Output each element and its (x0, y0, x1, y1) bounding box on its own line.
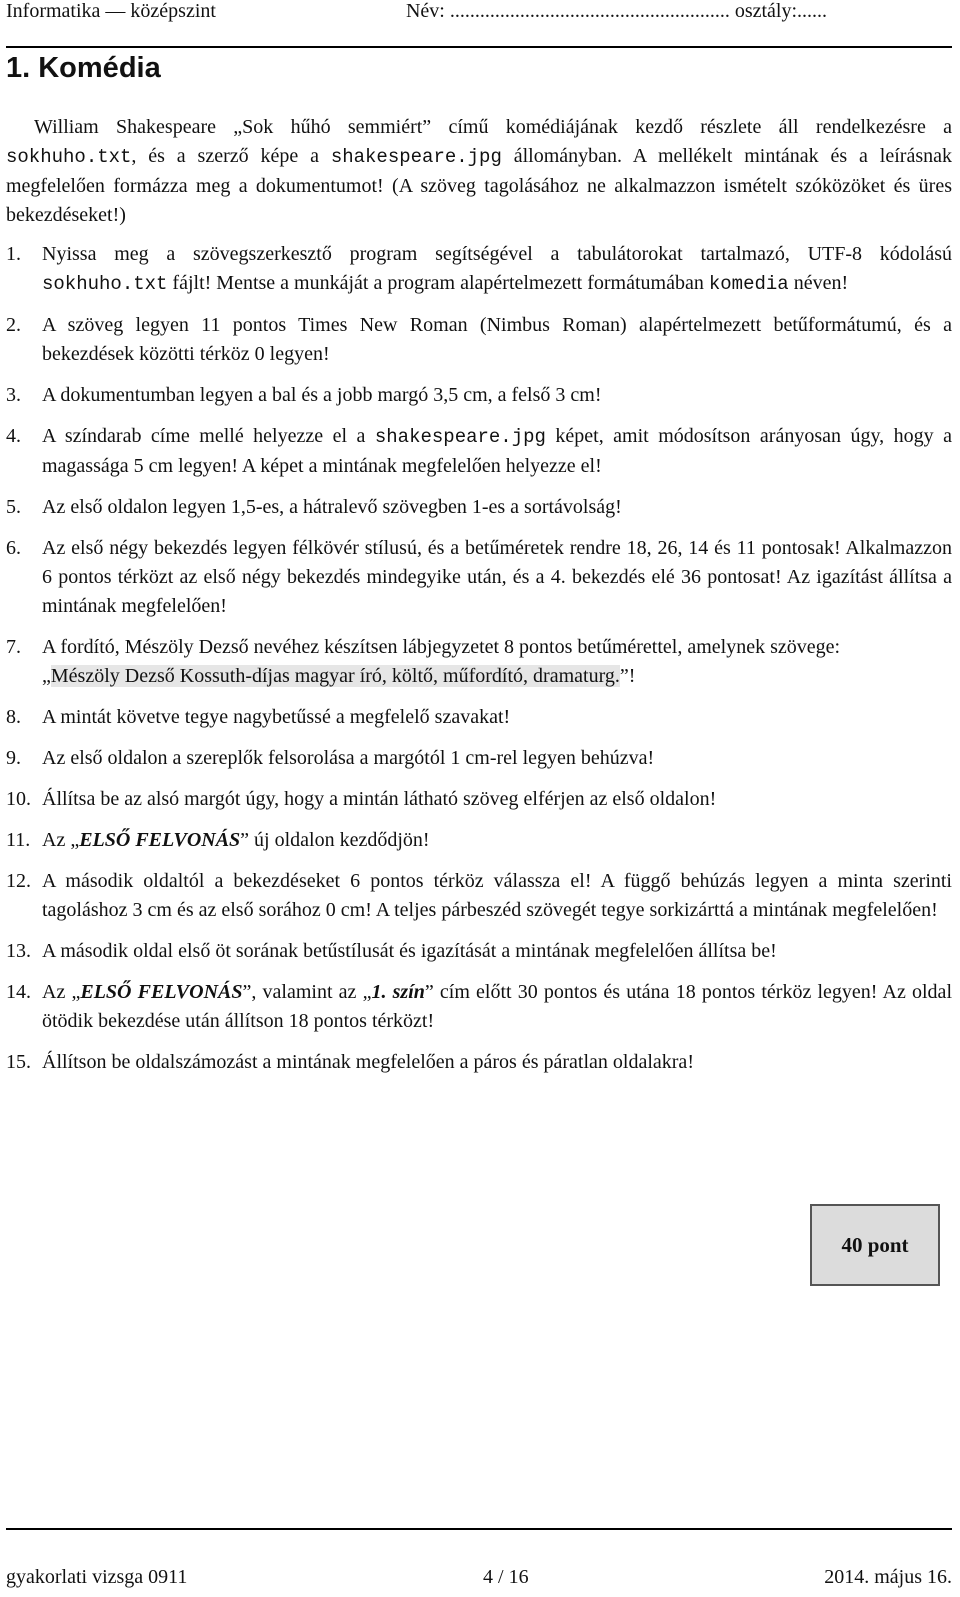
task-number: 12. (6, 870, 31, 892)
task-text (42, 826, 952, 855)
task-number: 10. (6, 788, 31, 810)
task-item (6, 311, 952, 369)
task-text (42, 633, 952, 691)
task-item (6, 826, 952, 855)
task-text: Az első oldalon legyen 1,5-es, a hátralevő szövegben 1-es a sortávolság! (42, 496, 622, 518)
task-text-part: fájlt! Mentse a munkáját a program alapértelmezett formátumában (167, 272, 709, 294)
task-item (6, 703, 952, 732)
emphasis: 1. szín (371, 981, 425, 1003)
task-item (6, 534, 952, 621)
task-item (6, 493, 952, 522)
page-footer (6, 1566, 952, 1589)
task-text (42, 422, 952, 481)
task-number: 1. (6, 243, 21, 265)
task-item (6, 422, 952, 481)
task-number: 2. (6, 314, 21, 336)
task-list (6, 240, 952, 1089)
task-text-part: Nyissa meg a szövegszerkesztő program segítségével a tabulátorokat tartalmazó, UTF-8 kódolású (42, 243, 952, 265)
task-text: Az első oldalon a szereplők felsorolása a margótól 1 cm-rel legyen behúzva! (42, 747, 655, 769)
task-text: Állítsa be az alsó margót úgy, hogy a mintán látható szöveg elférjen az első oldalon! (42, 788, 717, 810)
task-number: 9. (6, 747, 21, 769)
task-number: 4. (6, 425, 21, 447)
task-text-part: A színdarab címe mellé helyezze el a (42, 425, 375, 447)
footer-page-number: 4 / 16 (483, 1566, 529, 1588)
intro-text: , és a szerző képe a (131, 145, 331, 167)
task-number: 5. (6, 496, 21, 518)
task-number: 8. (6, 706, 21, 728)
filename: sokhuho.txt (42, 273, 168, 295)
quote-mark: ”! (619, 665, 636, 687)
task-text-part: ”, valamint az „ (242, 981, 372, 1003)
task-number: 3. (6, 384, 21, 406)
intro-text: állományban. A mellékelt mintának és a leírásnak megfelelően formázza meg a dokumentumot! (A szöveg tagolásához ne alkalmazzon ismételt szóközöket és üres bekezdéseket!) (6, 145, 952, 226)
task-text: Állítson be oldalszámozást a mintának megfelelően a páros és páratlan oldalakra! (42, 1051, 694, 1073)
task-item (6, 240, 952, 299)
page-title: 1. Komédia (6, 52, 161, 84)
header-name-field: Név: ........................................................ osztály:...... (405, 0, 828, 22)
footer-exam: gyakorlati vizsga 0911 (6, 1566, 188, 1588)
task-number: 7. (6, 636, 21, 658)
task-item (6, 633, 952, 691)
task-text: Az első négy bekezdés legyen félkövér stílusú, és a betűméretek rendre 18, 26, 14 és 11 pontosak! Alkalmazzon 6 pontos térközt az első négy bekezdés mindegyike után, és a 4. bekezdés elé 36 pontosat! Az igazítást állítsa a mintának megfelelően! (42, 537, 952, 617)
task-item (6, 744, 952, 773)
task-item (6, 1048, 952, 1077)
task-text-part: Az „ (42, 981, 81, 1003)
task-text-part: Az „ (42, 829, 80, 851)
task-item (6, 381, 952, 410)
task-number: 13. (6, 940, 31, 962)
task-number: 6. (6, 537, 21, 559)
task-item (6, 785, 952, 814)
page-header (6, 0, 952, 26)
task-text (42, 978, 952, 1036)
filename: sokhuho.txt (6, 146, 132, 168)
task-item (6, 978, 952, 1036)
task-text: A szöveg legyen 11 pontos Times New Roman (Nimbus Roman) alapértelmezett betűformátumú, és a bekezdések közötti térköz 0 legyen! (42, 314, 952, 365)
filename: komedia (708, 273, 789, 295)
task-number: 15. (6, 1051, 31, 1073)
task-text-part: képet, amit módosítson arányosan úgy, hogy a magassága 5 cm legyen! A képet a mintának megfelelően helyezze el! (42, 425, 953, 477)
task-item (6, 937, 952, 966)
points-box: 40 pont (810, 1204, 940, 1286)
task-text: A mintát követve tegye nagybetűssé a megfelelő szavakat! (42, 706, 511, 728)
task-text-part: A fordító, Mészöly Dezső nevéhez készítsen lábjegyzetet 8 pontos betűmérettel, amelynek szövege: (42, 636, 841, 658)
header-rule (6, 46, 952, 48)
task-text-part: néven! (788, 272, 849, 294)
header-subject: Informatika — középszint (6, 0, 216, 22)
task-text-part: ” cím előtt 30 pontos és utána 18 pontos térköz legyen! Az oldal ötödik bekezdése után állítson 18 pontos térközt! (42, 981, 952, 1032)
task-text: A dokumentumban legyen a bal és a jobb margó 3,5 cm, a felső 3 cm! (42, 384, 602, 406)
intro-paragraph (6, 113, 952, 230)
emphasis: ELSŐ FELVONÁS (80, 981, 243, 1003)
task-number: 14. (6, 981, 31, 1003)
filename: shakespeare.jpg (330, 146, 502, 168)
task-text (42, 240, 952, 299)
task-text: A második oldal első öt sorának betűstílusát és igazítását a mintának megfelelően állítsa be! (42, 940, 777, 962)
footer-date: 2014. május 16. (824, 1566, 952, 1588)
quote-mark: „ (42, 665, 51, 687)
task-text: A második oldaltól a bekezdéseket 6 pontos térköz válassza el! A függő behúzás legyen a minta szerinti tagoláshoz 3 cm és az első sorához 0 cm! A teljes párbeszéd szövegét tegye sorkizárttá a mintának megfelelően! (42, 870, 952, 921)
footer-rule (6, 1528, 952, 1530)
filename: shakespeare.jpg (374, 426, 546, 448)
task-number: 11. (6, 829, 31, 851)
intro-text: William Shakespeare „Sok hűhó semmiért” című komédiájának kezdő részlete áll rendelkezésre a (34, 116, 952, 138)
task-text-part: ” új oldalon kezdődjön! (240, 829, 430, 851)
task-item (6, 867, 952, 925)
emphasis: ELSŐ FELVONÁS (79, 829, 241, 851)
footnote-quote: Mészöly Dezső Kossuth-díjas magyar író, költő, műfordító, dramaturg. (50, 665, 620, 687)
